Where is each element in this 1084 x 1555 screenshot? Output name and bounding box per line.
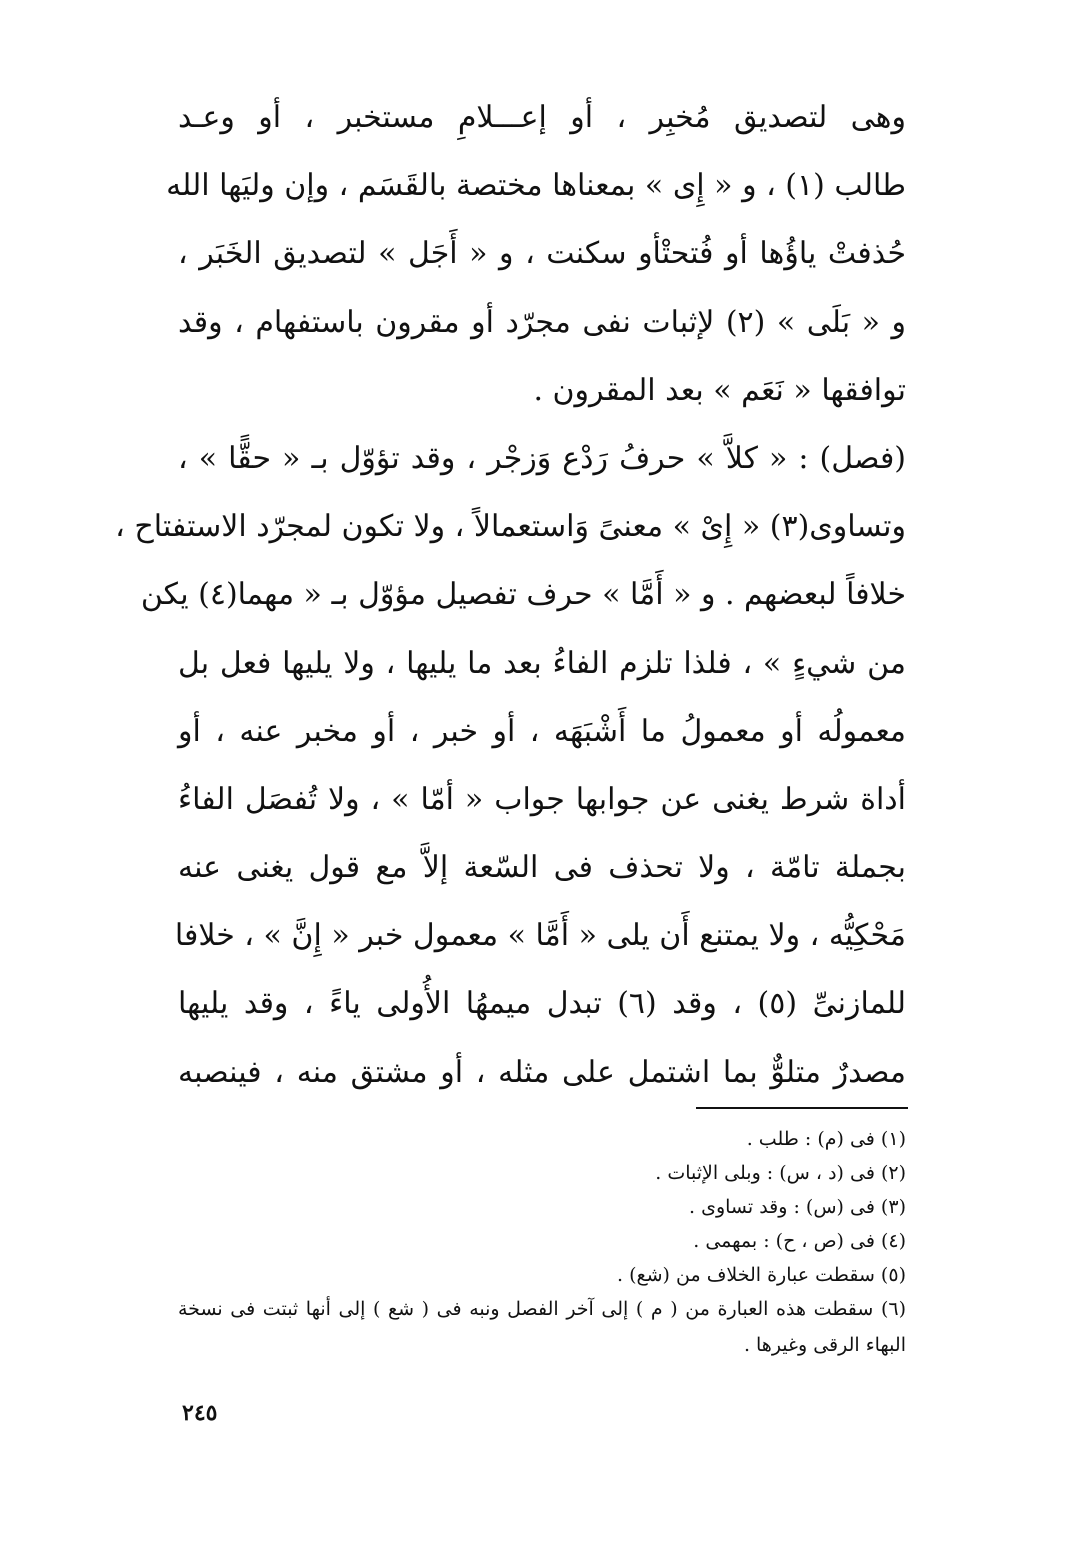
text-line: مصدرٌ متلوٌّ بما اشتمل على مثله ، أو مشتق منه ، فينصبه xyxy=(178,1054,906,1090)
footnotes xyxy=(178,1122,906,1364)
footnote-continuation: البهاء الرقى وغيرها . xyxy=(743,1334,906,1356)
text-line: توافقها « نَعَم » بعد المقرون . xyxy=(533,372,906,408)
footnote-item: (٤) فى (ص ، ح) : بمهمى . xyxy=(693,1230,906,1252)
text-line: للمازنىِّ (٥) ، وقد (٦) تبدل ميمهُا الأُولى ياءً ، وقد يليها xyxy=(178,986,907,1022)
text-line: مَحْكِيُّه ، ولا يمتنع أَن يلى « أَمَّا » معمول خبر « إِنَّ » ، خلافا xyxy=(174,918,906,954)
text-line: و « بَلَى » (٢) لإثبات نفى مجرّد أو مقرون باستفهام ، وقد xyxy=(178,304,906,340)
footnote-divider xyxy=(696,1107,908,1109)
text-line: (فصل) : « كلاَّ » حرفُ رَدْع وَزجْر ، وقد تؤوّل بـ « حقًّا » ، xyxy=(178,440,906,476)
text-line: وهى لتصديق مُخبِر ، أو إعـــلامِ مستخبر ، أو وعـد xyxy=(178,100,906,135)
text-line: حُذفتْ ياؤُها أو فُتحتْأو سكنت ، و « أَجَل » لتصديق الخَبَر ، xyxy=(178,236,906,272)
footnote-item: (٢) فى (د ، س) : وبلى الإثبات . xyxy=(655,1162,906,1184)
main-text xyxy=(115,84,907,1107)
text-line: معمولُه أو معمولُ ما أَشْبَهَه ، أو خبر ، أو مخبر عنه ، أو xyxy=(178,713,906,749)
footnote-item: (٣) فى (س) : وقد تساوى . xyxy=(689,1196,906,1218)
footnote-item: (٥) سقطت عبارة الخلاف من (شع) . xyxy=(617,1264,906,1286)
footnote-item: (١) فى (م) : طلب . xyxy=(746,1128,906,1150)
text-line: من شيءٍ » ، فلذا تلزم الفاءُ بعد ما يليها ، ولا يليها فعل بل xyxy=(178,645,906,681)
text-line: أداة شرط يغنى عن جوابها جواب « أمّا » ، ولا تُفصَل الفاءُ xyxy=(178,781,906,817)
text-line: خلافاً لبعضهم . و « أَمَّا » حرف تفصيل مؤوّل بـ « مهما(٤) يكن xyxy=(140,577,906,613)
page-number: ٢٤٥ xyxy=(182,1400,218,1426)
footnote-item: (٦) سقطت هذه العبارة من ( م ) إلى آخر الفصل ونبه فى ( شع ) إلى أنها ثبتت فى نسخة xyxy=(178,1298,906,1320)
text-line: بجملة تامّة ، ولا تحذف فى السّعة إلاَّ مع قول يغنى عنه xyxy=(178,850,906,886)
text-line: طالب (١) ، و « إِى » بمعناها مختصة بالقَسَم ، وإن وليَها الله xyxy=(166,168,906,204)
text-line: وتساوى(٣) « إِىْ » معنىً وَاستعمالاً ، ولا تكون لمجرّد الاستفتاح ، xyxy=(115,509,906,545)
